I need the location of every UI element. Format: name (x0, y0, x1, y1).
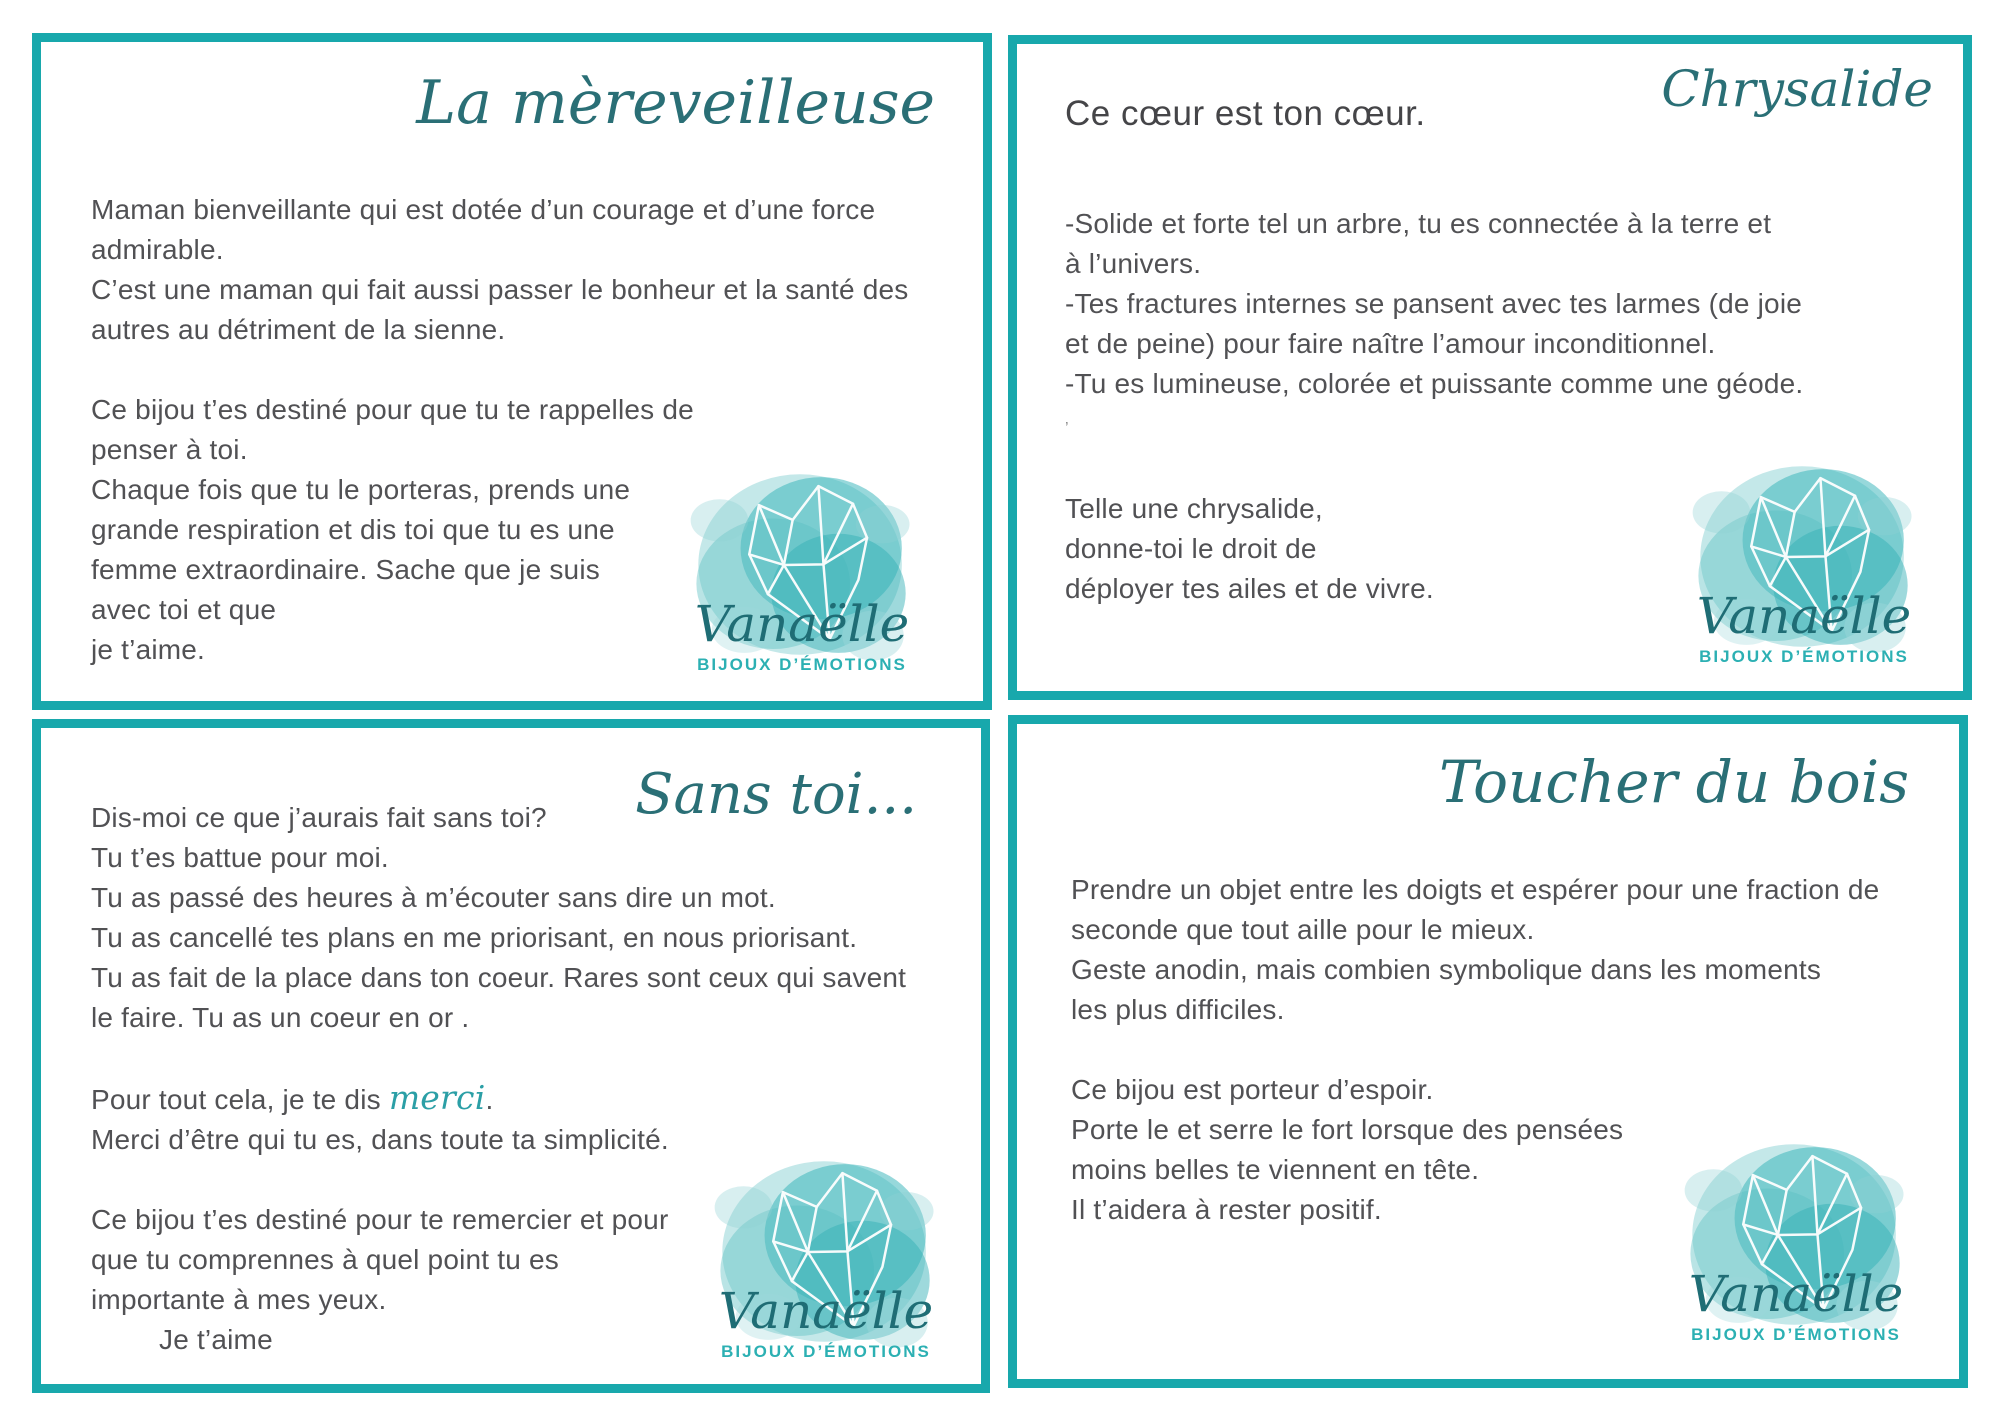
card-chrysalide (1008, 35, 1972, 700)
body-line (91, 270, 971, 310)
body-segment: Maman bienveillante qui est dotée d’un courage et d’une force (91, 194, 876, 225)
body-segment-indent: Je t’aime (159, 1324, 273, 1355)
body-segment-mark: ’ (1065, 420, 1069, 437)
body-line (1071, 990, 1971, 1030)
body-line (91, 998, 991, 1038)
card-title: Toucher du bois (1438, 748, 1909, 816)
body-segment: Merci d’être qui tu es, dans toute ta simplicité. (91, 1124, 669, 1155)
body-segment: Tu as cancellé tes plans en me priorisant, en nous priorisant. (91, 922, 858, 953)
body-segment: et de peine) pour faire naître l’amour inconditionnel. (1065, 328, 1716, 359)
body-line (91, 390, 971, 430)
logo (667, 457, 937, 675)
brand-name: Vanaëlle (1696, 587, 1912, 645)
brand-tagline: BIJOUX D’ÉMOTIONS (1699, 647, 1909, 666)
body-line (91, 350, 971, 390)
body-line (91, 190, 971, 230)
logo (691, 1144, 961, 1362)
body-segment: -Solide et forte tel un arbre, tu es connectée à la terre et (1065, 208, 1772, 239)
body-segment: Geste anodin, mais combien symbolique dans les moments (1071, 954, 1822, 985)
body-line (1065, 324, 1955, 364)
body-line (1071, 870, 1971, 910)
body-segment: penser à toi. (91, 434, 248, 465)
body-line (91, 798, 991, 838)
body-segment: Dis-moi ce que j’aurais fait sans toi? (91, 802, 547, 833)
body-segment: Chaque fois que tu le porteras, prends une (91, 474, 631, 505)
body-segment: seconde que tout aille pour le mieux. (1071, 914, 1535, 945)
body-segment: autres au détriment de la sienne. (91, 314, 506, 345)
logo (1661, 1127, 1931, 1345)
body-line (1065, 404, 1955, 449)
body-line (1065, 284, 1955, 324)
body-segment: admirable. (91, 234, 224, 265)
body-line (91, 310, 971, 350)
body-segment: moins belles te viennent en tête. (1071, 1154, 1480, 1185)
body-segment: Tu as passé des heures à m’écouter sans dire un mot. (91, 882, 776, 913)
body-segment: Telle une chrysalide, (1065, 493, 1323, 524)
body-segment: grande respiration et dis toi que tu es une (91, 514, 615, 545)
body-segment: Tu t’es battue pour moi. (91, 842, 389, 873)
card-toucher-du-bois (1008, 715, 1968, 1388)
body-segment: Ce bijou t’es destiné pour te remercier et pour (91, 1204, 669, 1235)
body-segment: femme extraordinaire. Sache que je suis (91, 554, 600, 585)
body-segment: Ce bijou t’es destiné pour que tu te rappelles de (91, 394, 694, 425)
card-title: Sans toi... (635, 762, 917, 827)
body-segment: Il t’aidera à rester positif. (1071, 1194, 1382, 1225)
body-segment: Ce bijou est porteur d’espoir. (1071, 1074, 1434, 1105)
card-title: La mèreveilleuse (416, 68, 935, 138)
card-la-mereveilleuse (32, 33, 992, 710)
body-line (91, 918, 991, 958)
body-segment: Pour tout cela, je te dis (91, 1084, 389, 1115)
logo (1669, 449, 1939, 667)
body-segment: C’est une maman qui fait aussi passer le bonheur et la santé des (91, 274, 909, 305)
body-line (91, 1038, 991, 1078)
body-line (91, 958, 991, 998)
body-line (1071, 1030, 1971, 1070)
body-segment: à l’univers. (1065, 248, 1202, 279)
card-sans-toi (32, 719, 990, 1393)
body-line (1071, 910, 1971, 950)
body-line (1065, 204, 1955, 244)
body-segment: le faire. Tu as un coeur en or . (91, 1002, 470, 1033)
brand-name: Vanaëlle (694, 595, 910, 653)
body-segment: -Tes fractures internes se pansent avec tes larmes (de joie (1065, 288, 1803, 319)
card-title: Chrysalide (1661, 60, 1933, 118)
body-segment: . (485, 1084, 494, 1115)
card-heading: Ce cœur est ton cœur. (1065, 94, 1426, 133)
brand-name: Vanaëlle (718, 1282, 934, 1340)
brand-tagline: BIJOUX D’ÉMOTIONS (1691, 1325, 1901, 1344)
body-segment: avec toi et que (91, 594, 277, 625)
body-segment: Prendre un objet entre les doigts et espérer pour une fraction de (1071, 874, 1880, 905)
body-segment: les plus difficiles. (1071, 994, 1285, 1025)
body-line (1071, 1070, 1971, 1110)
body-segment: donne-toi le droit de (1065, 533, 1317, 564)
body-segment: Tu as fait de la place dans ton coeur. Rares sont ceux qui savent (91, 962, 907, 993)
body-line (91, 230, 971, 270)
body-segment: importante à mes yeux. (91, 1284, 387, 1315)
body-line (91, 838, 991, 878)
body-segment: déployer tes ailes et de vivre. (1065, 573, 1434, 604)
body-line (1065, 244, 1955, 284)
brand-tagline: BIJOUX D’ÉMOTIONS (697, 655, 907, 674)
body-line (1065, 364, 1955, 404)
body-line (1071, 950, 1971, 990)
body-segment: Porte le et serre le fort lorsque des pensées (1071, 1114, 1624, 1145)
body-line (91, 1078, 991, 1120)
body-segment: que tu comprennes à quel point tu es (91, 1244, 559, 1275)
body-segment: je t’aime. (91, 634, 206, 665)
body-segment: -Tu es lumineuse, colorée et puissante comme une géode. (1065, 368, 1804, 399)
body-line (91, 878, 991, 918)
brand-name: Vanaëlle (1688, 1265, 1904, 1323)
brand-tagline: BIJOUX D’ÉMOTIONS (721, 1342, 931, 1361)
body-segment-accent: merci (388, 1078, 486, 1117)
